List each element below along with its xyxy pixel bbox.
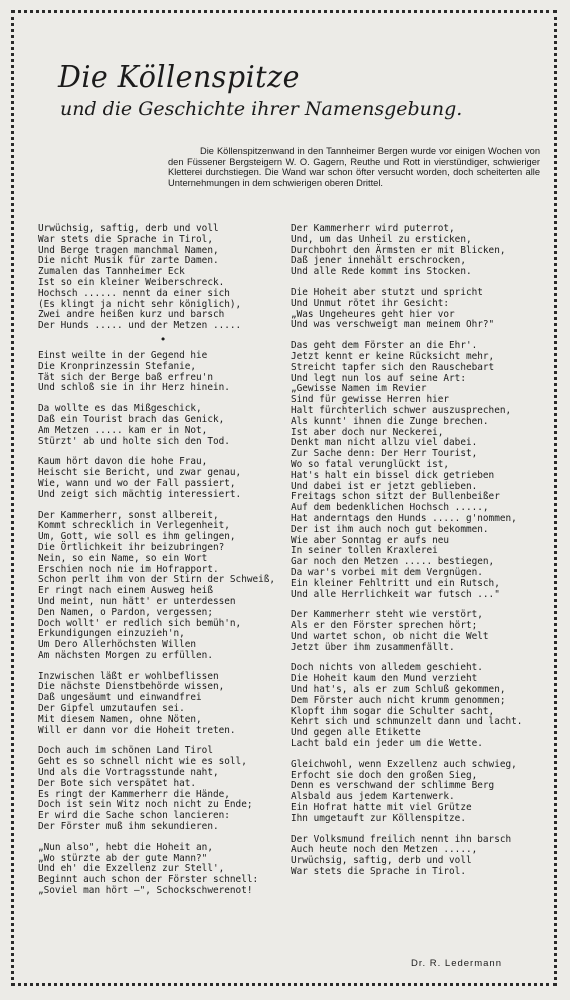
verse-line: Erkundigungen einzuzieh'n, bbox=[38, 628, 185, 640]
verse-line: Ein kleiner Fehltritt und ein Rutsch, bbox=[291, 577, 500, 589]
stanza bbox=[38, 511, 288, 662]
verse-line: Auf dem bedenklichen Hochsch ....., bbox=[291, 502, 489, 514]
verse-line: Streicht tapfer sich den Rauschebart bbox=[291, 361, 495, 373]
verse-line: „Soviel man hört —", Schockschwerenot! bbox=[38, 885, 253, 897]
verse-line: Der Kammerherr, sonst allbereit, bbox=[38, 509, 219, 521]
verse-line: Um Dero Allerhöchsten Willen bbox=[38, 639, 197, 651]
verse-line: Auch heute noch den Metzen ....., bbox=[291, 844, 478, 856]
verse-line: Durchbohrt den Ärmsten er mit Blicken, bbox=[291, 244, 506, 256]
verse-line: Und schloß sie in ihr Herz hinein. bbox=[38, 382, 230, 394]
verse-line: Die Kronprinzessin Stefanie, bbox=[38, 360, 197, 372]
verse-line: „Gewisse Namen im Revier bbox=[291, 383, 427, 395]
verse-line: Doch ist sein Witz noch nicht zu Ende; bbox=[38, 799, 253, 811]
stanza bbox=[38, 224, 288, 332]
verse-line: Ein Hofrat hatte mit viel Grütze bbox=[291, 802, 472, 814]
verse-line: Es ringt der Kammerherr die Hände, bbox=[38, 788, 230, 800]
verse-line: Der Bote sich verspätet hat. bbox=[38, 777, 197, 789]
verse-line: Er wird die Sache schon lancieren: bbox=[38, 810, 230, 822]
verse-line: Doch wollt' er redlich sich bemüh'n, bbox=[38, 617, 242, 629]
verse-line: Der Kammerherr wird puterrot, bbox=[291, 223, 455, 234]
verse-line: Erschien noch nie im Hofrapport. bbox=[38, 563, 219, 575]
verse-line: Der Förster muß ihm sekundieren. bbox=[38, 821, 219, 833]
stanza bbox=[38, 746, 288, 832]
left-column bbox=[38, 224, 288, 907]
verse-line: Den Namen, o Pardon, vergessen; bbox=[38, 606, 213, 618]
verse-line: In seiner tollen Kraxlerei bbox=[291, 545, 438, 557]
verse-line: Ist aber doch nur Neckerei, bbox=[291, 426, 444, 438]
stanza bbox=[291, 341, 551, 600]
verse-line: Beginnt auch schon der Förster schnell: bbox=[38, 874, 259, 886]
verse-line: Stürzt' ab und holte sich den Tod. bbox=[38, 435, 230, 447]
verse-line: Der Volksmund freilich nennt ihn barsch bbox=[291, 833, 512, 845]
verse-line: Lacht bald ein jeder um die Wette. bbox=[291, 738, 483, 750]
verse-line: Hochsch ...... nennt da einer sich bbox=[38, 287, 230, 299]
verse-line: Wie aber Sonntag er aufs neu bbox=[291, 534, 450, 546]
stanza bbox=[291, 663, 551, 749]
verse-line: Zwei andre heißen kurz und barsch bbox=[38, 309, 225, 321]
stanza bbox=[38, 457, 288, 500]
verse-line: Halt fürchterlich schwer auszusprechen, bbox=[291, 404, 512, 416]
verse-line: Und, um das Unheil zu ersticken, bbox=[291, 233, 472, 245]
verse-line: Und eh' die Exzellenz zur Stell', bbox=[38, 863, 225, 875]
verse-line: Ist so ein kleiner Weiberschreck. bbox=[38, 276, 225, 288]
verse-line: Und wartet schon, ob nicht die Welt bbox=[291, 630, 489, 642]
verse-line: Will er dann vor die Hoheit treten. bbox=[38, 724, 236, 736]
verse-line: Daß ungesäumt und einwandfrei bbox=[38, 692, 202, 704]
verse-line: Urwüchsig, saftig, derb und voll bbox=[291, 855, 472, 867]
verse-line: Und gegen alle Etikette bbox=[291, 727, 421, 739]
verse-line: Die Hoheit aber stutzt und spricht bbox=[291, 286, 483, 298]
verse-line: Heischt sie Bericht, und zwar genau, bbox=[38, 467, 242, 479]
verse-line: Um, Gott, wie soll es ihm gelingen, bbox=[38, 531, 236, 543]
verse-line: Schon perlt ihm von der Stirn der Schweiß, bbox=[38, 574, 276, 586]
verse-line: Wo so fatal verunglückt ist, bbox=[291, 458, 450, 470]
verse-line: Und alle Rede kommt ins Stocken. bbox=[291, 266, 472, 278]
verse-line: Am nächsten Morgen zu erfüllen. bbox=[38, 649, 213, 661]
verse-line: Der Gipfel umzutaufen sei. bbox=[38, 703, 185, 715]
verse-line: Gleichwohl, wenn Exzellenz auch schwieg, bbox=[291, 758, 517, 770]
verse-line: Sind für gewisse Herren hier bbox=[291, 394, 450, 406]
verse-line: Tät sich der Berge baß erfreu'n bbox=[38, 371, 213, 383]
verse-line: Gar noch den Metzen ..... bestiegen, bbox=[291, 556, 495, 568]
verse-line: Hat's halt ein bissel dick getrieben bbox=[291, 469, 495, 481]
verse-line: Der ist ihm auch noch gut bekommen. bbox=[291, 523, 489, 535]
verse-line: Dem Förster auch nicht krumm genommen; bbox=[291, 694, 506, 706]
verse-line: Doch nichts von alledem geschieht. bbox=[291, 662, 483, 674]
stanza bbox=[38, 404, 288, 447]
verse-line: Die nicht Musik für zarte Damen. bbox=[38, 255, 219, 267]
right-column bbox=[291, 224, 551, 888]
verse-line: Und hat's, als er zum Schluß gekommen, bbox=[291, 684, 506, 696]
verse-line: Und Berge tragen manchmal Namen, bbox=[38, 244, 219, 256]
verse-line: Urwüchsig, saftig, derb und voll bbox=[38, 223, 219, 234]
verse-line: Zumalen das Tannheimer Eck bbox=[38, 266, 185, 278]
verse-line: Er ringt nach einem Ausweg heiß bbox=[38, 585, 213, 597]
verse-line: Daß jener innehält erschrocken, bbox=[291, 255, 466, 267]
verse-line: Nein, so ein Name, so ein Wort bbox=[38, 552, 208, 564]
verse-line: Und dabei ist er jetzt geblieben. bbox=[291, 480, 478, 492]
poem-title: Die Köllenspitze bbox=[58, 60, 300, 95]
author-signature: Dr. R. Ledermann bbox=[411, 958, 502, 969]
stanza bbox=[291, 288, 551, 331]
verse-line: Als er den Förster sprechen hört; bbox=[291, 620, 478, 632]
verse-line: Kehrt sich und schmunzelt dann und lacht. bbox=[291, 716, 523, 728]
verse-line: Geht es so schnell nicht wie es soll, bbox=[38, 756, 247, 768]
verse-line: Wie, wann und wo der Fall passiert, bbox=[38, 477, 236, 489]
verse-line: „Wo stürzte ab der gute Mann?" bbox=[38, 852, 208, 864]
verse-line: Und als die Vortragsstunde naht, bbox=[38, 767, 219, 779]
verse-line: Ihn umgetauft zur Köllenspitze. bbox=[291, 812, 466, 824]
verse-line: Zur Sache denn: Der Herr Tourist, bbox=[291, 448, 478, 460]
verse-line: Und meint, nun hätt' er unterdessen bbox=[38, 595, 236, 607]
stanza bbox=[291, 224, 551, 278]
verse-line: Das geht dem Förster an die Ehr'. bbox=[291, 340, 478, 352]
stanza bbox=[291, 835, 551, 878]
verse-line: Daß ein Tourist brach das Genick, bbox=[38, 413, 225, 425]
verse-line: Und Unmut rötet ihr Gesicht: bbox=[291, 297, 450, 309]
verse-line: Da war's vorbei mit dem Vergnügen. bbox=[291, 566, 483, 578]
stanza bbox=[38, 843, 288, 897]
verse-line: Jetzt kennt er keine Rücksicht mehr, bbox=[291, 350, 495, 362]
verse-line: Da wollte es das Mißgeschick, bbox=[38, 403, 202, 415]
stanza-separator: • bbox=[159, 332, 167, 346]
verse-line: Und zeigt sich mächtig interessiert. bbox=[38, 488, 242, 500]
verse-line: (Es klingt ja nicht sehr königlich), bbox=[38, 298, 242, 310]
verse-line: Jetzt über ihm zusammenfällt. bbox=[291, 641, 455, 653]
verse-line: War stets die Sprache in Tirol. bbox=[291, 866, 466, 878]
verse-line: Denkt man nicht allzu viel dabei. bbox=[291, 437, 478, 449]
verse-line: Alsbald aus jedem Kartenwerk. bbox=[291, 791, 455, 803]
verse-line: Kommt schrecklich in Verlegenheit, bbox=[38, 520, 230, 532]
verse-line: Die nächste Dienstbehörde wissen, bbox=[38, 681, 225, 693]
stanza bbox=[291, 610, 551, 653]
poem-subtitle: und die Geschichte ihrer Namensgebung. bbox=[60, 98, 463, 120]
verse-line: Doch auch im schönen Land Tirol bbox=[38, 745, 213, 757]
verse-line: Der Hunds ..... und der Metzen ..... bbox=[38, 320, 242, 332]
verse-line: Einst weilte in der Gegend hie bbox=[38, 349, 208, 361]
verse-line: Und alle Herrlichkeit war futsch ..." bbox=[291, 588, 500, 600]
verse-line: Inzwischen läßt er wohlbeflissen bbox=[38, 670, 219, 682]
verse-line: Die Hoheit kaum den Mund verzieht bbox=[291, 673, 478, 685]
verse-line: Der Kammerherr steht wie verstört, bbox=[291, 609, 483, 621]
stanza bbox=[38, 351, 288, 394]
verse-line: Und was verschweigt man meinem Ohr?" bbox=[291, 319, 495, 331]
intro-paragraph: Die Köllenspitzenwand in den Tannheimer Bergen wurde vor einigen Wochen von den Füssener Bergsteigern W. O. Gagern, Reuthe und Rott in vierstündiger, schwieriger Kletterei durchstiegen. Die Wand war schon öfter versucht worden, doch scheiterten alle Unternehmungen in dem schwierigen oberen Drittel. bbox=[168, 146, 540, 188]
verse-line: War stets die Sprache in Tirol, bbox=[38, 233, 213, 245]
verse-line: Hat anderntags den Hunds ..... g'nommen, bbox=[291, 512, 517, 524]
stanza bbox=[38, 672, 288, 737]
verse-line: Freitags schon sitzt der Bullenbeißer bbox=[291, 491, 500, 503]
verse-line: Als kunnt' ihnen die Zunge brechen. bbox=[291, 415, 489, 427]
verse-line: „Nun also", hebt die Hoheit an, bbox=[38, 841, 213, 853]
verse-line: Klopft ihm sogar die Schulter sacht, bbox=[291, 705, 495, 717]
verse-line: Die Örtlichkeit ihr beizubringen? bbox=[38, 541, 225, 553]
verse-line: Am Metzen ..... kam er in Not, bbox=[38, 424, 208, 436]
verse-line: „Was Ungeheures geht hier vor bbox=[291, 308, 455, 320]
verse-line: Denn es verschwand der schlimme Berg bbox=[291, 780, 495, 792]
verse-line: Kaum hört davon die hohe Frau, bbox=[38, 456, 208, 468]
verse-line: Und legt nun los auf seine Art: bbox=[291, 372, 466, 384]
verse-line: Erfocht sie doch den großen Sieg, bbox=[291, 769, 478, 781]
verse-line: Mit diesem Namen, ohne Nöten, bbox=[38, 713, 202, 725]
stanza bbox=[291, 760, 551, 825]
